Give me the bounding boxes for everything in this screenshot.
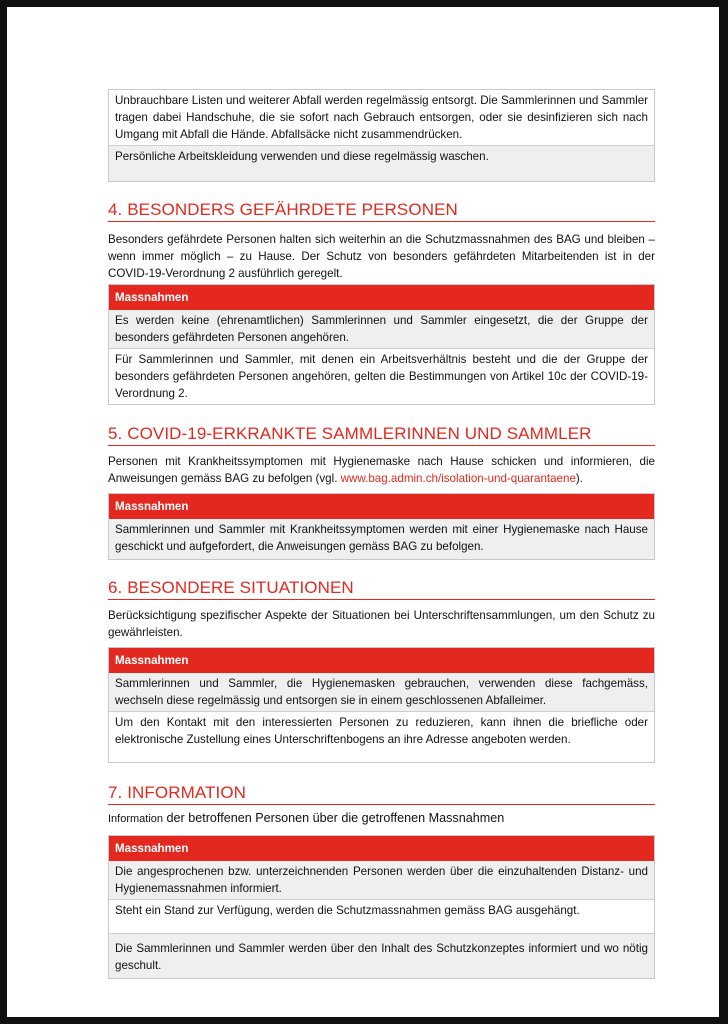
table-row: Die angesprochenen bzw. unterzeichnenden Personen werden über die einzuhaltenden Distanz- und Hygienemassnahmen informiert. — [109, 861, 654, 899]
measures-header: Massnahmen — [109, 494, 654, 519]
table-row: Steht ein Stand zur Verfügung, werden die Schutzmassnahmen gemäss BAG ausgehängt. — [109, 899, 654, 933]
section-intro-4: Besonders gefährdete Personen halten sich weiterhin an die Schutzmassnahmen des BAG und bleiben – wenn immer möglich – zu Hause. Der Schutz von besonders gefährdeten Mitarbeitenden ist in der COVID-19-Verordnung 2 ausführlich geregelt. — [108, 233, 655, 280]
section-heading-5: 5. COVID-19-ERKRANKTE SAMMLERINNEN UND SAMMLER — [108, 424, 655, 446]
table-row: Um den Kontakt mit den interessierten Personen zu reduzieren, kann ihnen die briefliche oder elektronische Zustellung eines Unterschriftenbogens an ihre Adresse angeboten werden. — [109, 711, 654, 762]
measures-header: Massnahmen — [109, 285, 654, 310]
section-intro-5: Personen mit Krankheitssymptomen mit Hygienemaske nach Hause schicken und informieren, die Anweisungen gemäss BAG zu befolgen (vgl. www.bag.admin.ch/isolation-und-quarantaene). — [108, 455, 655, 485]
measures-table-6 — [108, 647, 655, 763]
table-row: Es werden keine (ehrenamtlichen) Sammlerinnen und Sammler eingesetzt, die der Gruppe der besonders gefährdeten Personen angehören. — [109, 310, 654, 348]
bag-link[interactable]: www.bag.admin.ch/isolation-und-quarantaene — [340, 472, 576, 485]
table-row: Sammlerinnen und Sammler, die Hygienemasken gebrauchen, verwenden diese fachgemäss, wechseln diese regelmässig und entsorgen sie in einem geschlossenen Abfalleimer. — [109, 673, 654, 711]
section-heading-6: 6. BESONDERE SITUATIONEN — [108, 578, 655, 600]
measures-header: Massnahmen — [109, 648, 654, 673]
measures-table-5 — [108, 493, 655, 560]
table-row: Die Sammlerinnen und Sammler werden über den Inhalt des Schutzkonzeptes informiert und wo nötig geschult. — [109, 933, 654, 978]
section-intro-7: Information der betroffenen Personen über die getroffenen Massnahmen — [108, 811, 505, 825]
table-row: Sammlerinnen und Sammler mit Krankheitssymptomen werden mit einer Hygienemaske nach Hause geschickt und aufgefordert, die Anweisungen gemäss BAG zu befolgen. — [109, 519, 654, 559]
measures-header: Massnahmen — [109, 836, 654, 861]
section-intro-6: Berücksichtigung spezifischer Aspekte der Situationen bei Unterschriftensammlungen, um den Schutz zu gewährleisten. — [108, 609, 655, 639]
top-measures-table — [108, 89, 655, 182]
measures-table-4 — [108, 284, 655, 405]
document-page — [7, 7, 719, 1017]
section-heading-7: 7. INFORMATION — [108, 783, 655, 805]
table-row: Persönliche Arbeitskleidung verwenden und diese regelmässig waschen. — [109, 145, 654, 181]
measures-table-7 — [108, 835, 655, 979]
table-row: Unbrauchbare Listen und weiterer Abfall werden regelmässig entsorgt. Die Sammlerinnen und Sammler tragen dabei Handschuhe, die sie sofort nach Gebrauch entsorgen, oder sie desinfizieren sich nach Umgang mit Abfall die Hände. Abfallsäcke nicht zusammendrücken. — [109, 90, 654, 145]
table-row: Für Sammlerinnen und Sammler, mit denen ein Arbeitsverhältnis besteht und die der Gruppe der besonders gefährdeten Personen angehören, gelten die Bestimmungen von Artikel 10c der COVID-19-Verordnung 2. — [109, 348, 654, 404]
section-heading-4: 4. BESONDERS GEFÄHRDETE PERSONEN — [108, 200, 655, 222]
